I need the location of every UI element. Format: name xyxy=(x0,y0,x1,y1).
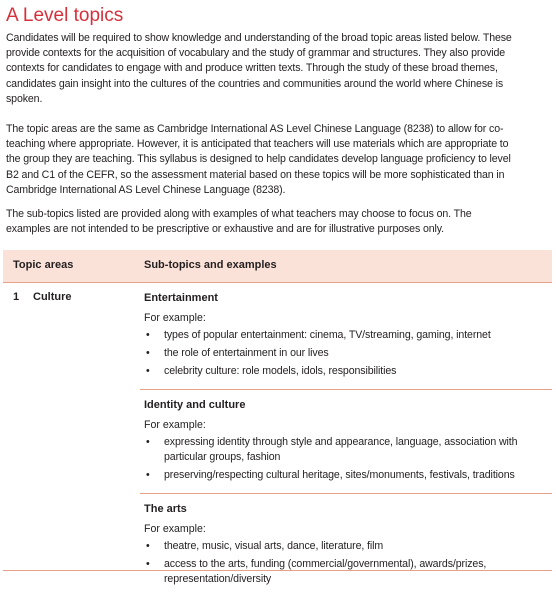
list-item-line: particular groups, fashion xyxy=(164,451,281,463)
subtopic-block xyxy=(140,390,552,494)
subtopic-intro: For example: xyxy=(144,523,206,535)
list-item xyxy=(144,468,552,483)
bullet-icon: • xyxy=(146,347,150,359)
list-item-text xyxy=(164,539,552,554)
list-item-text xyxy=(164,346,552,361)
list-item-line: preserving/respecting cultural heritage, sites/monuments, festivals, traditions xyxy=(164,469,515,481)
intro-paragraph xyxy=(6,31,552,107)
list-item xyxy=(144,557,552,587)
subtopic-intro: For example: xyxy=(144,312,206,324)
paragraph-line: The sub-topics listed are provided along with examples of what teachers may choose to focus on. The xyxy=(6,208,472,220)
paragraph-line: provide contexts for the acquisition of vocabulary and the study of grammar and structures. They also provide xyxy=(6,47,506,60)
page-heading: A Level topics xyxy=(6,5,124,26)
bullet-list xyxy=(144,539,552,587)
bullet-icon: • xyxy=(146,469,150,481)
paragraph-line: B2 and C1 of the CEFR, so the assessment material based on these topics will be more sophisticated than in xyxy=(6,168,505,181)
bullet-icon: • xyxy=(146,558,150,570)
subtopic-title: Entertainment xyxy=(144,292,218,304)
list-item xyxy=(144,346,552,361)
list-item-text xyxy=(164,557,552,587)
list-item-line: types of popular entertainment: cinema, TV/streaming, gaming, internet xyxy=(164,329,491,341)
paragraph-line: examples are not intended to be prescriptive or exhaustive and are for illustrative purposes only. xyxy=(6,223,444,236)
bullet-list xyxy=(144,435,552,483)
table-bottom-rule xyxy=(3,570,552,571)
list-item-line: access to the arts, funding (commercial/governmental), awards/prizes, xyxy=(164,558,487,570)
paragraph-line: The topic areas are the same as Cambridge International AS Level Chinese Language (8238) to allow for co- xyxy=(6,123,504,135)
bullet-list xyxy=(144,328,552,379)
paragraph-line: Candidates will be required to show knowledge and understanding of the broad topic areas listed below. These xyxy=(6,32,512,44)
header-sub-topics: Sub-topics and examples xyxy=(144,259,277,271)
subtopic-block xyxy=(140,494,552,597)
list-item-line: celebrity culture: role models, idols, responsibilities xyxy=(164,365,397,377)
bullet-icon: • xyxy=(146,365,150,377)
subtopic-intro: For example: xyxy=(144,419,206,431)
paragraph-line: teaching where appropriate. However, it is anticipated that teachers will use materials which are appropriate to xyxy=(6,138,509,151)
topic-number: 1 xyxy=(13,291,20,303)
list-item-line: theatre, music, visual arts, dance, literature, film xyxy=(164,540,384,552)
list-item-line: the role of entertainment in our lives xyxy=(164,347,329,359)
list-item xyxy=(144,364,552,379)
list-item xyxy=(144,539,552,554)
list-item-text xyxy=(164,468,552,483)
list-item-text xyxy=(164,328,552,343)
list-item xyxy=(144,435,552,465)
bullet-icon: • xyxy=(146,329,150,341)
topic-areas-paragraph xyxy=(6,122,552,198)
paragraph-line: spoken. xyxy=(6,92,43,105)
subtopic-title: Identity and culture xyxy=(144,399,246,411)
subtopics-column xyxy=(140,283,552,597)
topic-name: Culture xyxy=(33,291,72,303)
bullet-icon: • xyxy=(146,436,150,448)
list-item-line: expressing identity through style and appearance, language, association with xyxy=(164,436,518,448)
table-header xyxy=(3,250,552,283)
list-item-text xyxy=(164,364,552,379)
subtopic-title: The arts xyxy=(144,503,187,515)
list-item-text xyxy=(164,435,552,465)
list-item xyxy=(144,328,552,343)
list-item-line: representation/diversity xyxy=(164,573,272,585)
subtopic-block xyxy=(140,283,552,390)
paragraph-line: the group they are teaching. This syllabus is designed to help candidates develop language proficiency to level xyxy=(6,153,511,166)
bullet-icon: • xyxy=(146,540,150,552)
paragraph-line: candidates gain insight into the cultures of the countries and communities around the world where Chinese is xyxy=(6,77,504,90)
header-topic-areas: Topic areas xyxy=(13,259,74,271)
paragraph-line: contexts for candidates to engage with and produce written texts. Through the study of these broad themes, xyxy=(6,62,498,75)
sub-topics-paragraph xyxy=(6,207,552,237)
topics-table xyxy=(3,250,552,585)
paragraph-line: Cambridge International AS Level Chinese Language (8238). xyxy=(6,183,286,196)
